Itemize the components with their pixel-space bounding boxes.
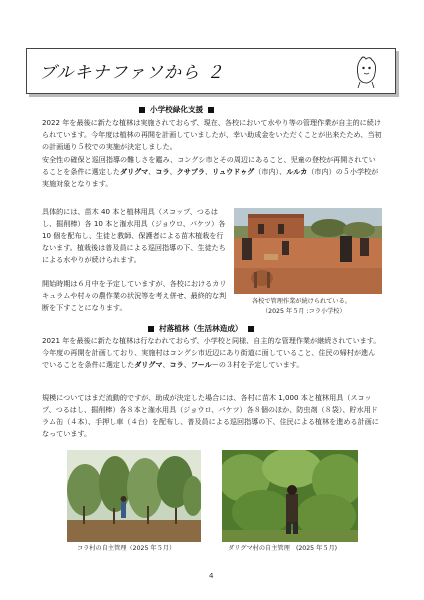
school-sep: 、	[169, 167, 177, 176]
village-name: コラ	[169, 360, 184, 369]
school-sep: 、	[148, 167, 156, 176]
black-square-icon	[139, 107, 145, 113]
page-number: 4	[209, 572, 214, 580]
section1-para2	[42, 154, 382, 190]
school-photo	[234, 208, 382, 294]
mascot-icon	[351, 55, 381, 89]
school-photo-caption-line1: 各校で管理作業が続けられている。	[252, 298, 351, 305]
para2-pre: 安全性の確保と巡回指導の難しさを鑑み、コングシ市とその周辺にあること、児童の登校が再開されていることを条件に選定した	[42, 155, 376, 176]
school-name: ルルカ	[286, 167, 308, 176]
school-name: ダリグマ	[120, 167, 149, 176]
page-title: ブルキナファソから ２	[39, 63, 225, 83]
title-box	[26, 48, 396, 94]
village-sep: 、	[183, 360, 191, 369]
section2-heading	[143, 323, 259, 334]
darigma-village-caption: ダリグマ村の自主管理 (2025 年５月)	[228, 545, 338, 552]
section2-para1-pre: 2021 年を最後に新たな植林は行なわれておらず、小学校と同様、自主的な管理作業が継続されています。今年度の再開を計画しており、実施村はコングシ市近辺にあり街道に面していること、住民の帰村が進んでいることを条件に選定した	[42, 336, 381, 369]
section1-heading-text: 小学校緑化支援	[150, 105, 204, 114]
school-sep: 、	[205, 167, 213, 176]
section2-para1	[42, 335, 382, 371]
section1-para4: 開始時期は６月中を予定していますが、各校におけるカリキュラムや村々の農作業の状況等を考え併せ、最終的な判断を下すことになります。	[42, 279, 227, 312]
section1-heading	[134, 104, 219, 115]
section1-para3: 具体的には、苗木 40 本と植林用具（スコップ、つるはし、掘削棒）各 10 本と潅水用具（ジョウロ、バケツ）各 10 個を配布し、生徒と教師、保護者による苗木植栽を行ないます。植栽後は普及員による巡回指導の下、生徒たちによる水やりが続けられます。	[42, 207, 226, 264]
section1-para1: 2022 年を最後に新たな植林は実施されておらず、現在、各校において水やり等の管理作業が自主的に続けられています。今年度は植林の再開を計画していましたが、幸い助成金をいただくことが出来たため、当初の計画通り５校での実施が決定しました。	[42, 118, 382, 151]
village-sep: 、	[162, 360, 170, 369]
black-square-icon	[208, 107, 214, 113]
school-name: クサプラ	[176, 167, 206, 176]
darigma-village-photo	[222, 450, 358, 542]
school-sep: （市内）	[307, 167, 336, 176]
para2-post: の５小学校が実施対象となります。	[42, 167, 379, 188]
school-name: コラ	[155, 167, 170, 176]
kora-village-photo	[67, 450, 201, 542]
school-name: リュウドゥグ	[212, 167, 255, 176]
black-square-icon	[248, 326, 254, 332]
village-name: ダリグマ	[134, 360, 163, 369]
school-sep: （市内）、	[254, 167, 287, 176]
school-photo-caption-line2: （2025 年５月 :コラ小学校）	[262, 308, 346, 315]
kora-village-caption: コラ村の自主管理（2025 年５月）	[77, 545, 176, 552]
village-name: フール	[190, 360, 212, 369]
section2-para2: 規模についてはまだ流動的ですが、助成が決定した場合には、各村に苗木 1,000 本と植林用具（スコップ、つるはし、掘削棒）各８本と潅水用具（ジョウロ、バケツ）各８個のほか、防虫剤（８袋）、貯水用ドラム缶（４本）、手押し車（４台）を配布し、普及員による巡回指導の下、住民による植林を進める計画になっています。	[42, 393, 379, 438]
section2-para1-post: ーの３村を予定しています。	[211, 360, 304, 369]
section2-heading-text: 村落植林（生活林造成）	[159, 324, 243, 333]
black-square-icon	[148, 326, 154, 332]
